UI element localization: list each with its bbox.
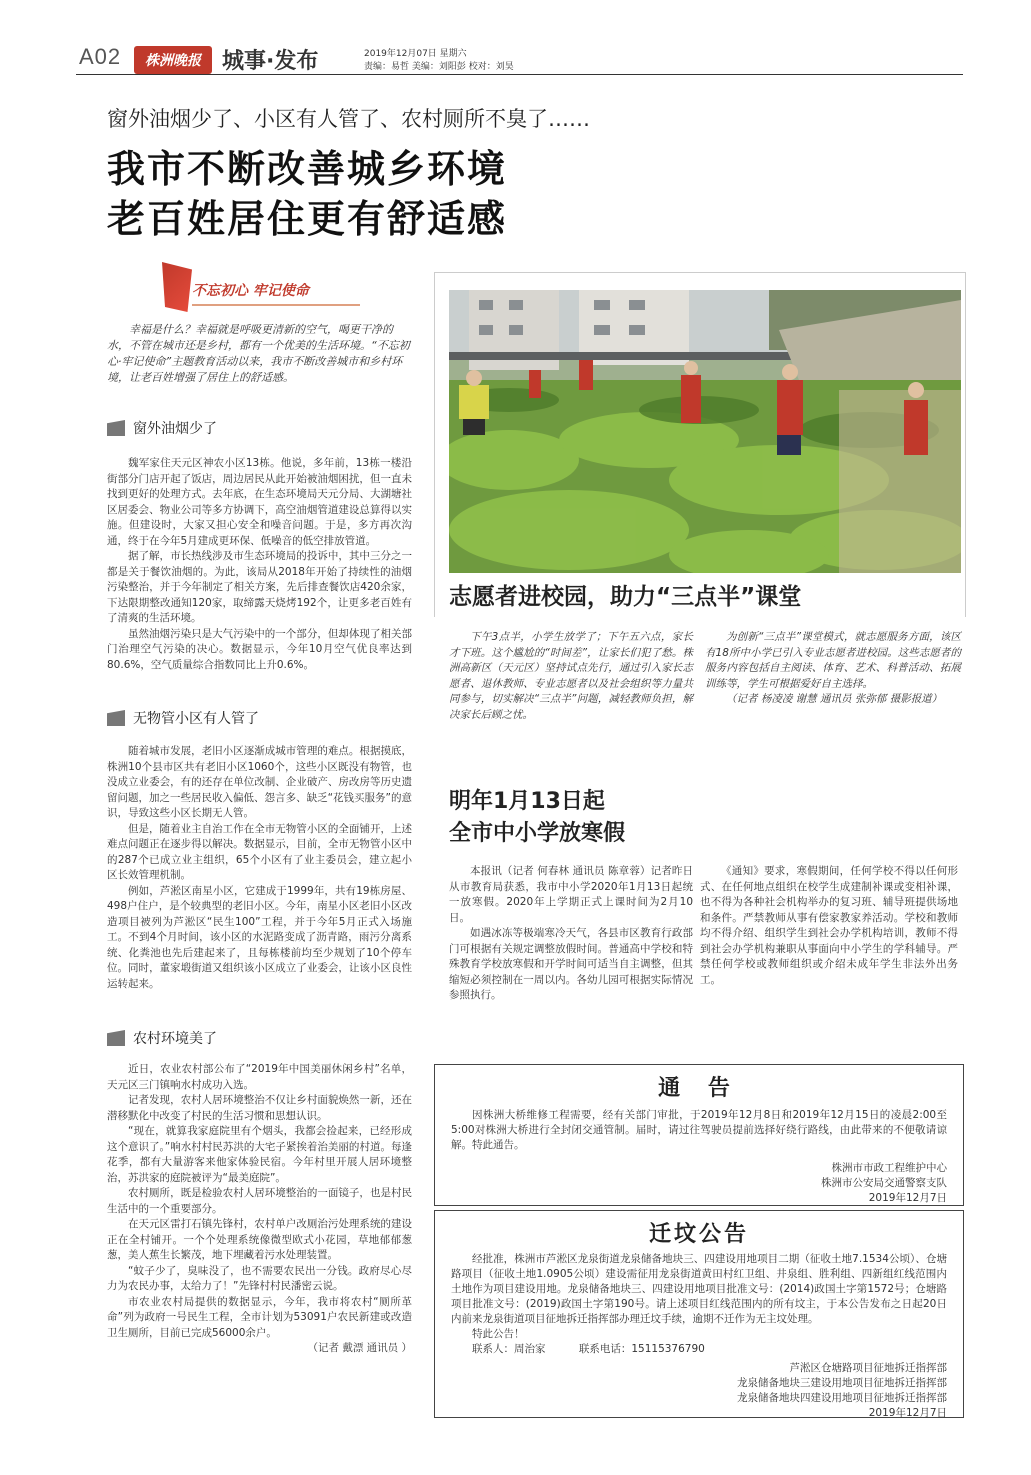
paragraph: 市农业农村局提供的数据显示，今年，我市将农村“厕所革命”列为政府一号民生工程，全市计划为53091户农民新建或改造卫生厕所，目前已完成56000余户。 [107,1295,412,1339]
flag-icon [162,262,192,312]
subhead-oil-smoke [107,418,217,438]
issue-date: 2019年12月07日 星期六 [364,49,467,59]
vacation-left [449,864,693,1004]
vacation-title-2: 全市中小学放寒假 [449,821,626,846]
newspaper-logo: 株洲晚报 [134,46,212,74]
subhead-text: 农村环境美了 [133,1031,217,1047]
rural-byline: （记者 戴漂 通讯员 ） [307,1342,412,1354]
headline-line2: 老百姓居住更有舒适感 [107,197,508,241]
subhead-property [107,708,259,728]
grave-contact [451,1342,947,1357]
grave-notice [434,1210,964,1418]
grave-sign-2: 龙泉储备地块三建设用地项目征地拆迁指挥部 [737,1377,947,1389]
paragraph: 如遇冰冻等极端寒冷天气，各县市区教育行政部门可根据有关规定调整放假时间。普通高中学校和特殊教育学校放寒假和开学时间可适当自主调整，但其缩短必须控制在一周以内。各幼儿园可根据实际情况参照执行。 [449,927,693,1001]
subhead-marker-icon [107,710,125,726]
notice-date: 2019年12月7日 [868,1192,947,1204]
paragraph: 记者发现，农村人居环境整治不仅让乡村面貌焕然一新，还在潜移默化中改变了村民的生活习惯和思想认识。 [107,1094,412,1122]
paragraph: 据了解，市长热线涉及市生态环境局的投诉中，其中三分之一都是关于餐饮油烟的。为此，该局从2018年开始了持续性的油烟污染整治，并于今年制定了相关方案，先后排查餐饮店420余家，下达限期整改通知120家，取缔露天烧烤192个，让更多老百姓有了清爽的生活环境。 [107,550,412,624]
grave-tail: 特此公告！ [472,1328,525,1340]
subhead-rural [107,1028,217,1048]
paragraph: “蚊子少了，臭味没了，也不需要农民出一分钱。政府尽心尽力为农民办事，太给力了！”先锋村村民潘密云说。 [107,1264,412,1292]
paragraph: 《通知》要求，寒假期间，任何学校不得以任何形式、在任何地点组织在校学生成建制补课或变相补课，也不得为各种社会机构举办的复习班、辅导班提供场地和条件。严禁教师从事有偿家教家养活动。学校和教师均不得介绍、组织学生到社会办学机构培训，教师不得到社会办学机构兼职从事面向中小学生的学科辅导。严禁任何学校或教师组织或介绍未成年学生非法外出务工。 [700,865,958,986]
paragraph: 近日，农业农村部公布了“2019年中国美丽休闲乡村”名单，天元区三门镇响水村成功入选。 [107,1063,412,1091]
paragraph: “现在，就算我家庭院里有个烟头，我都会捡起来，已经形成这个意识了。”响水村村民苏洪的大宅子紧挨着治美丽的村道。每逢花季，都有大量游客来他家体验民宿。今年村里开展人居环境整治，苏洪家的庭院被评为“最美庭院”。 [107,1125,412,1184]
photo-byline: （记者 杨凌凌 谢慧 通讯员 张弥郁 摄影报道） [726,693,943,705]
photo-story-title: 志愿者进校园，助力“三点半”课堂 [449,584,802,610]
paragraph: 农村厕所，既是检验农村人居环境整治的一面镜子，也是村民生活中的一个重要部分。 [107,1187,412,1215]
subhead-marker-icon [107,420,125,436]
section-property-body [107,744,412,992]
paragraph: 但是，随着业主自治工作在全市无物管小区的全面铺开，上述难点问题正在逐步得以解决。数据显示，目前，全市无物管小区中的287个已成立业主组织，65个小区有了业主委员会，建立起小区长效管理机制。 [107,822,412,881]
section-oil-body [107,456,412,673]
grave-title: 迁坟公告 [648,1222,749,1247]
subhead-text: 窗外油烟少了 [133,421,217,437]
subhead-text: 无物管小区有人管了 [133,711,259,727]
grave-sign-3: 龙泉储备地块四建设用地项目征地拆迁指挥部 [737,1392,947,1404]
subhead-marker-icon [107,1030,125,1046]
notice-title: 通 告 [658,1076,740,1101]
header-rule [76,74,963,75]
photo-story-right [705,630,961,708]
lede-paragraph: 幸福是什么？幸福就是呼吸更清新的空气，喝更干净的水，不管在城市还是乡村，都有一个优美的生活环境。“不忘初心·牢记使命”主题教育活动以来，我市不断改善城市和乡村环境，让老百姓增强了居住上的舒适感。 [107,323,410,384]
grave-sign-1: 芦淞区仓塘路项目征地拆迁指挥部 [789,1362,947,1374]
paragraph: 在天元区雷打石镇先锋村，农村单户改厕治污处理系统的建设正在全村铺开。一个个处理系统像微型欧式小花园，草地郁郁葱葱，美人蕉生长繁茂，地下埋藏着污水处理装置。 [107,1218,412,1261]
headline-line1: 我市不断改善城乡环境 [107,147,508,191]
paragraph: 虽然油烟污染只是大气污染中的一个部分，但却体现了相关部门治理空气污染的决心。数据显示，今年10月空气优良率达到80.6%，空气质量综合指数同比上升0.6%。 [107,627,412,671]
photo-story-left [449,630,693,723]
paragraph: 魏军家住天元区神农小区13栋。他说，多年前，13栋一楼沿街部分门店开起了饭店，周边居民从此开始被油烟困扰，但一直未找到更好的处理方式。去年底，在生态环境局天元分局、大湖塘社区居委会、物业公司等多方协调下，高空油烟管道建设总算得以实施。但建设时，大家又担心安全和噪音问题。于是，多方再次沟通，终于在今年5月建成更环保、低噪音的低空排放管道。 [107,457,412,547]
grave-body: 经批准，株洲市芦淞区龙泉街道龙泉储备地块三、四建设用地项目二期（征收土地7.1534公顷）、仓塘路项目（征收土地1.0905公顷）建设需征用龙泉街道黄田村红卫组、井泉组、胜利组、四新组红线范围内土地作为项目建设用地。龙泉储备地块三、四建设用地项目批准文号：(2014)政国土字第1572号；仓塘路项目批准文号：(2019)政国土字第190号。请上述项目红线范围内的所有坟主，于本公告发布之日起20日内前来龙泉街道项目征地拆迁指挥部办理迁坟手续，逾期不迁作为无主坟处理。 [451,1253,947,1325]
contact-person: 联系人：周治家 [472,1343,546,1355]
notice-sign-2: 株洲市公安局交通警察支队 [821,1177,947,1189]
headline-kicker: 窗外油烟少了、小区有人管了、农村厕所不臭了…… [107,107,590,131]
section-title: 城事·发布 [222,49,319,74]
grave-date: 2019年12月7日 [868,1407,947,1419]
news-photo [449,290,961,573]
contact-phone: 联系电话：15115376790 [578,1343,705,1355]
editors-line: 责编：易哲 美编：刘阳彭 校对：刘昊 [364,62,514,72]
paragraph: 为创新“三点半”课堂模式，就志愿服务方面，该区有18所中小学已引入专业志愿者进校园。这些志愿者的服务内容包括自主阅读、体育、艺术、科普活动、拓展训练等，学生可根据爱好自主选择。 [705,631,961,690]
vacation-right [700,864,958,988]
section-rural-body [107,1062,412,1357]
traffic-notice [434,1064,964,1206]
notice-body: 因株洲大桥维修工程需要，经有关部门审批，于2019年12月8日和2019年12月15日的凌晨2:00至5:00对株洲大桥进行全封闭交通管制。届时，请过往驾驶员提前选择好绕行路线，由此带来的不便敬请谅解。特此通告。 [451,1109,947,1151]
vacation-title-1: 明年1月13日起 [449,789,605,814]
page-number: A02 [79,44,122,69]
paragraph: 随着城市发展，老旧小区逐渐成城市管理的难点。根据摸底，株洲10个县市区共有老旧小区1060个，这些小区既没有物管，也没成立业委会，有的还存在单位改制、企业破产、房改房等历史遗留问题，加之一些居民收入偏低、怨言多、缺乏“花钱买服务”的意识，导致这些小区长期无人管。 [107,745,412,819]
notice-sign-1: 株洲市市政工程维护中心 [831,1162,947,1174]
theme-badge [162,258,362,316]
header-meta [364,48,514,74]
theme-badge-text: 不忘初心 牢记使命 [192,280,360,306]
paragraph: 本报讯（记者 何春林 通讯员 陈章蓉）记者昨日从市教育局获悉，我市中小学2020年1月13日起统一放寒假。2020年上学期正式上课时间为2月10日。 [449,865,693,924]
paragraph: 例如，芦淞区南星小区，它建成于1999年，共有19栋房屋、498户住户，是个较典型的老旧小区。今年，南星小区老旧小区改造项目被列为芦淞区“民生100”工程，并于今年5月正式入场施工。不到4个月时间，该小区的水泥路变成了沥青路，雨污分离系统、化粪池也先后建起来了，且每栋楼前均至少规划了10个停车位。同时，董家塅街道又组织该小区成立了业委会，让该小区良性运转起来。 [107,884,412,990]
paragraph: 下午3点半，小学生放学了；下午五六点，家长才下班。这个尴尬的“时间差”，让家长们犯了愁。株洲高新区（天元区）坚持试点先行，通过引入家长志愿者、退休教师、专业志愿者以及社会组织等力量共同参与，切实解决“三点半”问题，减轻教师负担，解决家长后顾之忧。 [449,631,693,721]
